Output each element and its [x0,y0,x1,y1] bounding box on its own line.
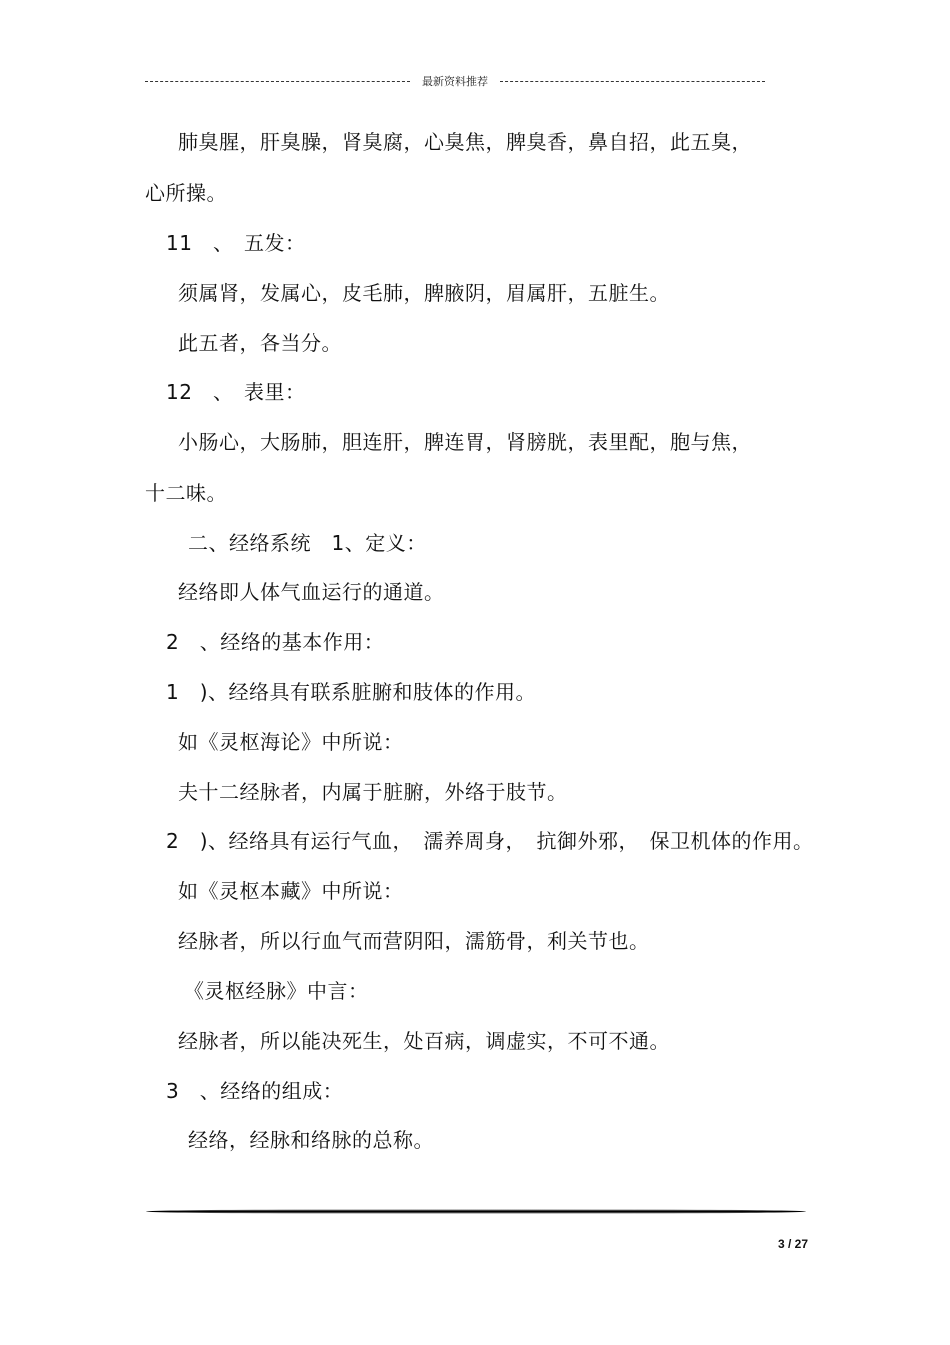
text-line: 如《灵枢海论》中所说： [178,730,404,754]
section-heading: 二、经络系统 1、定义： [188,531,427,555]
text-line: 12 、 表里： [166,380,306,404]
text-line: 11 、 五发： [166,231,306,255]
text-line: 2 )、经络具有运行气血， 濡养周身， 抗御外邪， 保卫机体的作用。 [166,829,814,853]
text-line: 3 、经络的组成： [166,1079,344,1103]
header-dash-left [145,81,410,82]
text-line: 须属肾，发属心，皮毛肺，脾腋阴，眉属肝，五脏生。 [178,281,670,305]
text-line: 心所操。 [145,181,227,205]
text-line: 小肠心，大肠肺，胆连肝，脾连胃，肾膀胱，表里配，胞与焦， [178,430,752,454]
text-line: 2 、经络的基本作用： [166,630,385,654]
text-line: 肺臭腥，肝臭臊，肾臭腐，心臭焦，脾臭香，鼻自招，此五臭， [178,130,752,154]
text-line: 如《灵枢本藏》中所说： [178,879,404,903]
text-line: 夫十二经脉者，内属于脏腑，外络于肢节。 [178,780,568,804]
page-number: 3 / 27 [777,1237,808,1251]
text-line: 《灵枢经脉》中言： [184,979,369,1003]
footer-rule [146,1209,806,1214]
header-dash-right [500,81,765,82]
header-title: 最新资料推荐 [422,75,488,88]
text-line: 经络，经脉和络脉的总称。 [188,1128,434,1152]
page-header [145,72,765,90]
text-line: 经脉者，所以能决死生，处百病，调虚实，不可不通。 [178,1029,670,1053]
text-line: 十二味。 [145,481,227,505]
text-line: 1 )、经络具有联系脏腑和肢体的作用。 [166,680,537,704]
text-line: 此五者，各当分。 [178,331,342,355]
text-line: 经脉者，所以行血气而营阴阳，濡筋骨，利关节也。 [178,929,650,953]
text-line: 经络即人体气血运行的通道。 [178,580,445,604]
